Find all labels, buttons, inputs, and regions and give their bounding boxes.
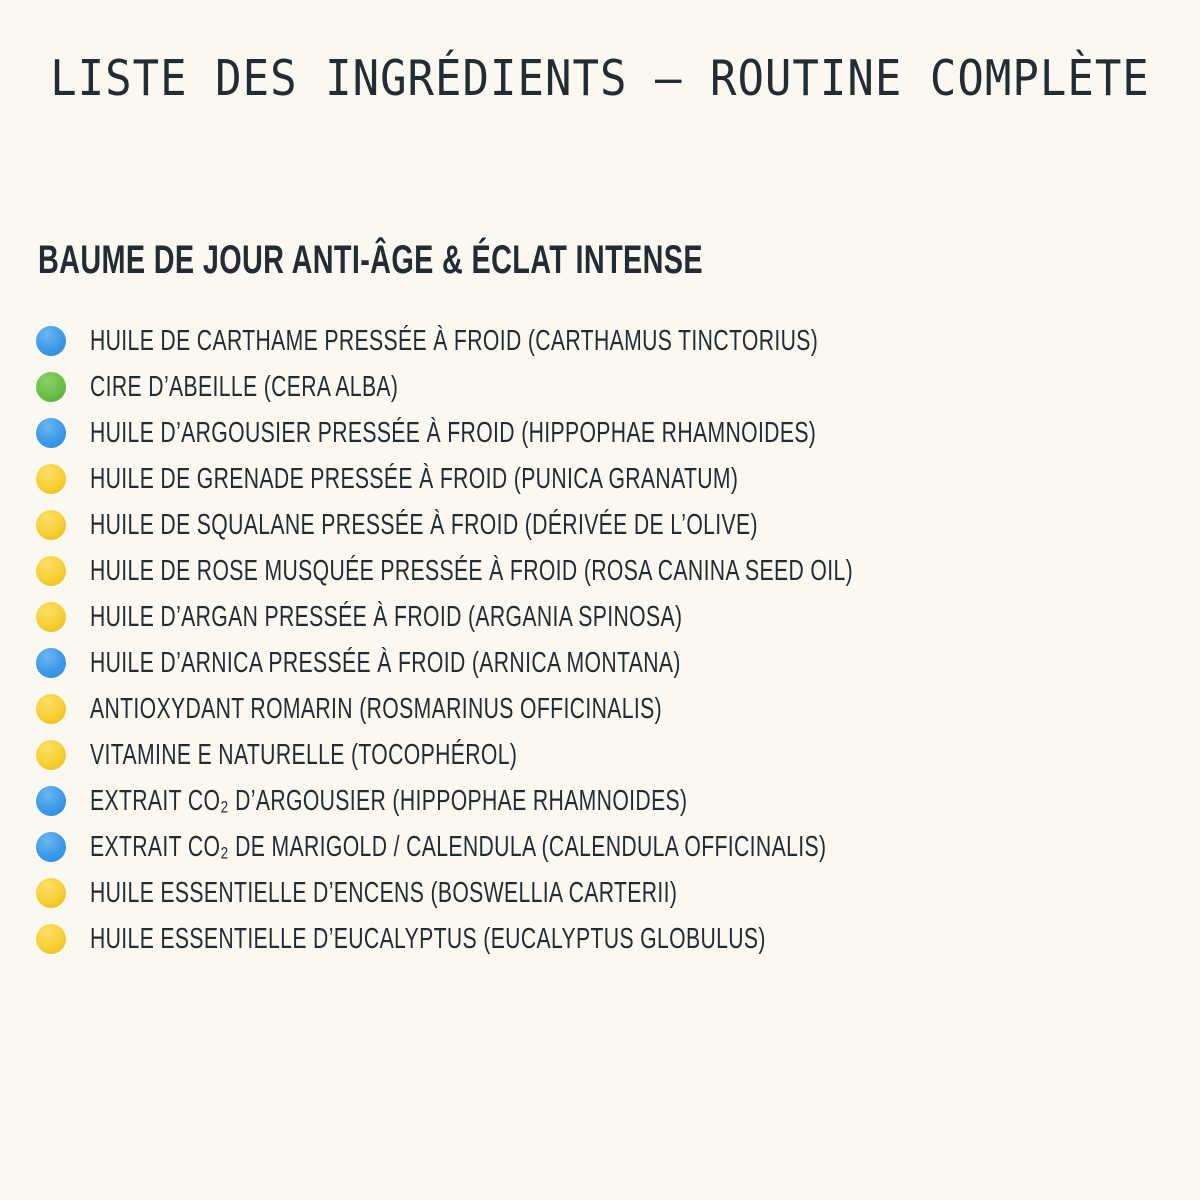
ingredient-label: HUILE ESSENTIELLE D’ENCENS (BOSWELLIA CARTERII) (90, 876, 678, 909)
ingredient-dot-icon (36, 326, 66, 356)
ingredient-row (36, 824, 1135, 870)
ingredient-row (36, 364, 1135, 410)
ingredient-label: HUILE DE SQUALANE PRESSÉE À FROID (DÉRIVÉE DE L’OLIVE) (90, 508, 758, 541)
ingredient-dot-icon (36, 510, 66, 540)
ingredient-dot-icon (36, 786, 66, 816)
ingredient-row (36, 410, 1135, 456)
ingredient-row (36, 732, 1135, 778)
product-section-title: BAUME DE JOUR ANTI-ÂGE & ÉCLAT INTENSE (38, 238, 703, 282)
ingredient-dot-icon (36, 418, 66, 448)
ingredient-row (36, 456, 1135, 502)
ingredient-list (36, 318, 1135, 962)
ingredient-row (36, 686, 1135, 732)
ingredient-dot-icon (36, 372, 66, 402)
ingredient-label: CIRE D’ABEILLE (CERA ALBA) (90, 370, 399, 403)
ingredient-dot-icon (36, 832, 66, 862)
ingredient-row (36, 594, 1135, 640)
ingredient-label: HUILE DE ROSE MUSQUÉE PRESSÉE À FROID (ROSA CANINA SEED OIL) (90, 554, 854, 587)
page-title: LISTE DES INGRÉDIENTS – ROUTINE COMPLÈTE (50, 50, 1150, 108)
ingredient-dot-icon (36, 878, 66, 908)
ingredient-label: HUILE D’ARGAN PRESSÉE À FROID (ARGANIA SPINOSA) (90, 600, 683, 633)
ingredient-dot-icon (36, 694, 66, 724)
ingredient-label: HUILE D’ARGOUSIER PRESSÉE À FROID (HIPPOPHAE RHAMNOIDES) (90, 416, 817, 449)
ingredient-label: HUILE DE GRENADE PRESSÉE À FROID (PUNICA GRANATUM) (90, 462, 739, 495)
ingredient-dot-icon (36, 740, 66, 770)
ingredient-row (36, 318, 1135, 364)
ingredient-row (36, 548, 1135, 594)
ingredient-dot-icon (36, 924, 66, 954)
ingredient-row (36, 916, 1135, 962)
ingredient-row (36, 870, 1135, 916)
ingredient-row (36, 778, 1135, 824)
ingredient-label: EXTRAIT CO₂ D’ARGOUSIER (HIPPOPHAE RHAMNOIDES) (90, 784, 688, 817)
ingredient-dot-icon (36, 464, 66, 494)
ingredient-label: HUILE ESSENTIELLE D’EUCALYPTUS (EUCALYPTUS GLOBULUS) (90, 922, 766, 955)
ingredient-label: EXTRAIT CO₂ DE MARIGOLD / CALENDULA (CALENDULA OFFICINALIS) (90, 830, 827, 863)
ingredient-row (36, 640, 1135, 686)
ingredient-label: HUILE D’ARNICA PRESSÉE À FROID (ARNICA MONTANA) (90, 646, 681, 679)
ingredient-label: ANTIOXYDANT ROMARIN (ROSMARINUS OFFICINALIS) (90, 692, 663, 725)
ingredient-dot-icon (36, 602, 66, 632)
ingredient-label: HUILE DE CARTHAME PRESSÉE À FROID (CARTHAMUS TINCTORIUS) (90, 324, 819, 357)
ingredient-row (36, 502, 1135, 548)
ingredient-dot-icon (36, 648, 66, 678)
ingredient-label: VITAMINE E NATURELLE (TOCOPHÉROL) (90, 738, 518, 771)
ingredient-dot-icon (36, 556, 66, 586)
